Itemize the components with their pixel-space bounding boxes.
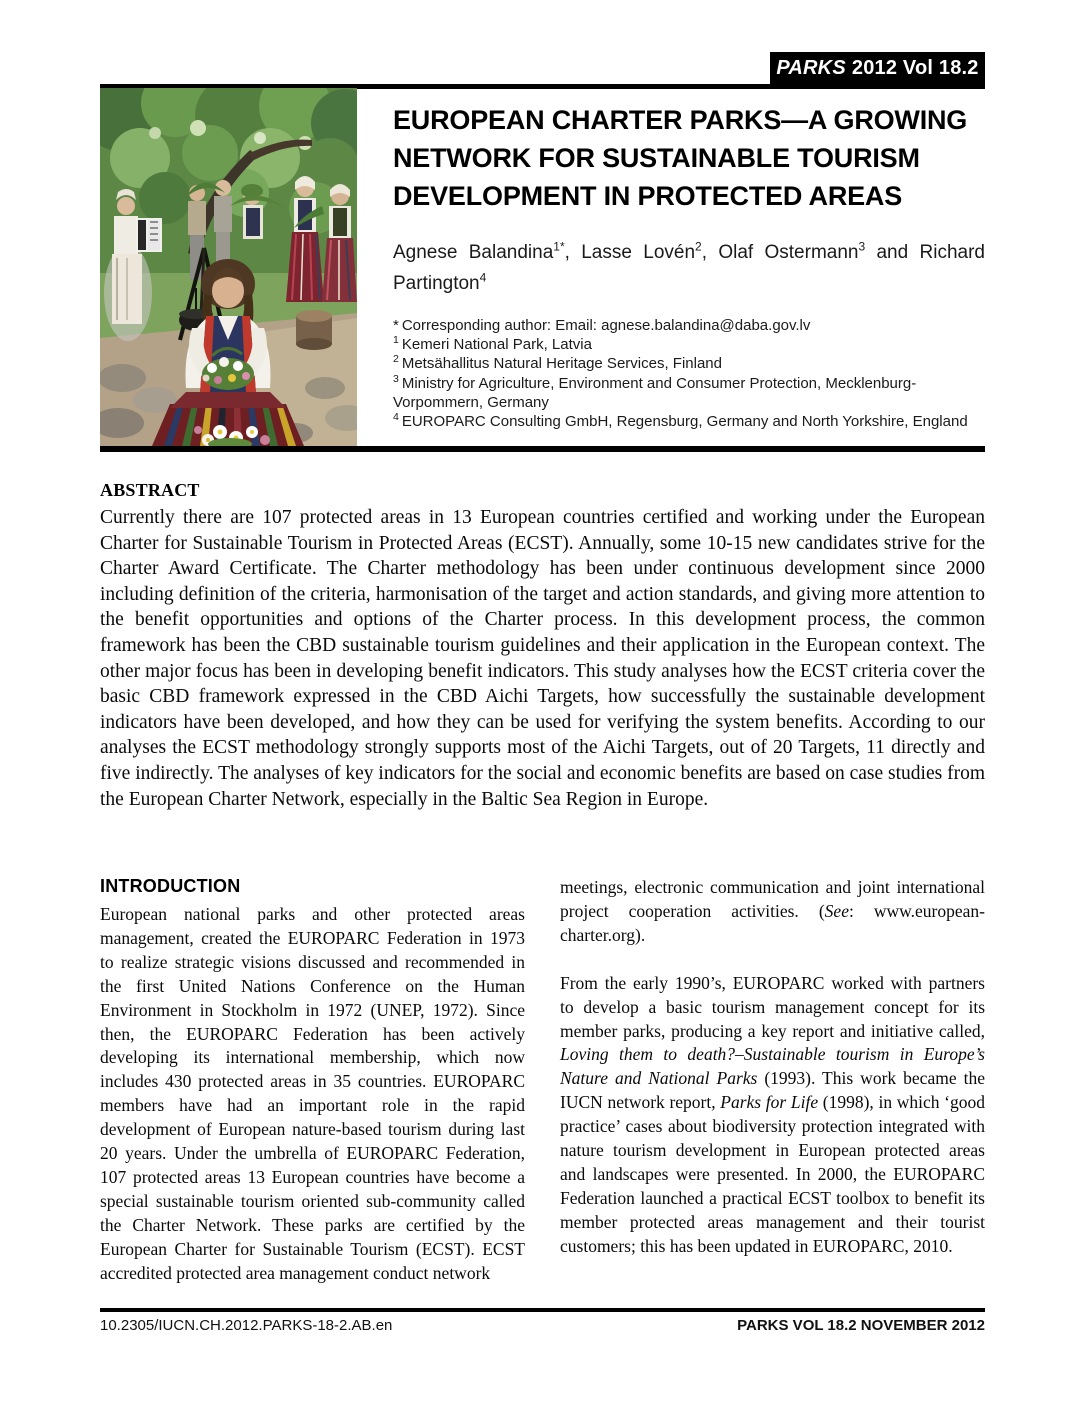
journal-issue: 2012 Vol 18.2 xyxy=(851,56,979,79)
abstract-text: Currently there are 107 protected areas in 13 European countries certified and working under the European Charter for Sustainable Tourism in Protected Areas (ECST). Annually, some 10-15 new candidates strive for the Charter Award Certificate. The Charter methodology has been under continuous development since 2000 including definition of the criteria, harmonisation of the target and action standards, and giving more attention to the benefit opportunities and options of the Charter process. In this development process, the common framework has been the CBD sustainable tourism guidelines and their application in the European context. The other major focus has been in developing benefit indicators. This study analyses how the ECST criteria cover the basic CBD framework expressed in the CBD Aichi Targets, how successfully the sustainable development indicators have been developed, and how they can be used for verifying the system benefits. According to our analyses the ECST methodology strongly supports most of the Aichi Targets, out of 20 Targets, 11 directly and five indirectly. The analyses of key indicators for the social and economic benefits are based on case studies from the European Charter Network, especially in the Baltic Sea Region in Europe. xyxy=(100,507,985,810)
paragraph-text: (1993). This work became the IUCN network report, xyxy=(560,1068,985,1113)
affiliation-footnotes xyxy=(393,316,985,431)
footnote-affiliation-1 xyxy=(393,335,985,354)
journal-banner xyxy=(770,52,985,84)
abstract-heading: ABSTRACT xyxy=(100,480,200,500)
footer-rule xyxy=(100,1308,985,1312)
author-affiliation-mark: 3 xyxy=(858,239,866,254)
intro-paragraph-1-continued xyxy=(560,876,985,948)
footnote-text: Kemeri National Park, Latvia xyxy=(401,336,592,354)
footnote-marker: * xyxy=(393,317,399,334)
journal-reference: PARKS VOL 18.2 NOVEMBER 2012 xyxy=(737,1317,985,1334)
footnote-affiliation-2 xyxy=(393,354,985,373)
abstract-section xyxy=(100,480,985,812)
intro-left-column xyxy=(100,876,525,1286)
footnote-affiliation-4 xyxy=(393,412,985,431)
header-photo xyxy=(100,88,357,446)
footnote-marker: 3 xyxy=(393,372,399,385)
italic-text: See xyxy=(824,900,849,921)
photo-stump xyxy=(296,310,332,350)
author-name: Agnese Balandina xyxy=(393,242,554,263)
footnote-text: Corresponding author: Email: agnese.balandina@daba.gov.lv xyxy=(401,317,811,334)
author-line xyxy=(393,237,985,299)
article-header xyxy=(393,101,985,431)
paragraph-text: : www.european-charter.org). xyxy=(560,900,985,945)
paragraph-text: meetings, electronic communication and joint international project cooperation activities. ( xyxy=(560,877,985,921)
author-affiliation-mark: 1* xyxy=(553,239,565,254)
doi-text: 10.2305/IUCN.CH.2012.PARKS-18-2.AB.en xyxy=(100,1317,393,1334)
footnote-affiliation-3 xyxy=(393,374,985,412)
footnote-text: Ministry for Agriculture, Environment and Consumer Protection, Mecklenburg-Vorpommern, Germany xyxy=(393,374,917,411)
header-bottom-rule xyxy=(100,446,985,452)
article-title: EUROPEAN CHARTER PARKS—A GROWING NETWORK FOR SUSTAINABLE TOURISM DEVELOPMENT IN PROTECTED AREAS xyxy=(393,105,968,211)
introduction-section xyxy=(100,876,985,1286)
italic-report-title: Parks for Life xyxy=(720,1092,819,1113)
page-footer xyxy=(100,1317,985,1334)
journal-name: PARKS xyxy=(776,56,846,79)
footnote-marker: 1 xyxy=(393,334,399,347)
introduction-heading: INTRODUCTION xyxy=(100,876,241,896)
paragraph-text: From the early 1990’s, EUROPARC worked with partners to develop a basic tourism management concept for its member parks, producing a key report and initiative called, xyxy=(560,972,985,1041)
paragraph-text: (1998), in which ‘good practice’ cases about biodiversity protection integrated with nature tourism development in European protected areas and landscapes were presented. In 2000, the EUROPARC Federation launched a practical ECST toolbox to benefit its member protected areas management and their tourist customers; this has been updated in EUROPARC, 2010. xyxy=(560,1092,985,1256)
author-affiliation-mark: 4 xyxy=(479,270,487,285)
folk-costume-photo-illustration xyxy=(100,88,357,446)
intro-paragraph-1: European national parks and other protected areas management, created the EUROPARC Federation in 1973 to realize strategic visions discussed and recommended in the first United Nations Conference on the Human Environment in Stockholm in 1972 (UNEP, 1972). Since then, the EUROPARC Federation has been actively developing its international membership, which now includes 430 protected areas in 35 countries. EUROPARC members have had an important role in the rapid development of European nature-based tourism during last 20 years. Under the umbrella of EUROPARC Federation, 107 protected areas 13 European countries have become a special sustainable tourism oriented sub-community called the Charter Network. These parks are certified by the European Charter for Sustainable Tourism (ECST). ECST accredited protected area management conduct network xyxy=(100,904,525,1283)
footnote-text: EUROPARC Consulting GmbH, Regensburg, Germany and North Yorkshire, England xyxy=(401,413,968,431)
author-name: and Richard Partington xyxy=(393,242,985,294)
author-name: , Lasse Lovén xyxy=(564,242,696,263)
intro-right-column xyxy=(560,876,985,1286)
footnote-marker: 2 xyxy=(393,353,399,366)
author-name: , Olaf Ostermann xyxy=(701,242,859,263)
footnote-marker: 4 xyxy=(393,411,399,424)
italic-report-title: Loving them to death?–Sustainable tourism in Europe’s Nature and National Parks xyxy=(560,1044,985,1089)
footnote-text: Metsähallitus Natural Heritage Services, Finland xyxy=(401,355,722,373)
intro-paragraph-2 xyxy=(560,972,985,1259)
footnote-corresponding-author xyxy=(393,316,985,335)
author-affiliation-mark: 2 xyxy=(695,239,702,254)
